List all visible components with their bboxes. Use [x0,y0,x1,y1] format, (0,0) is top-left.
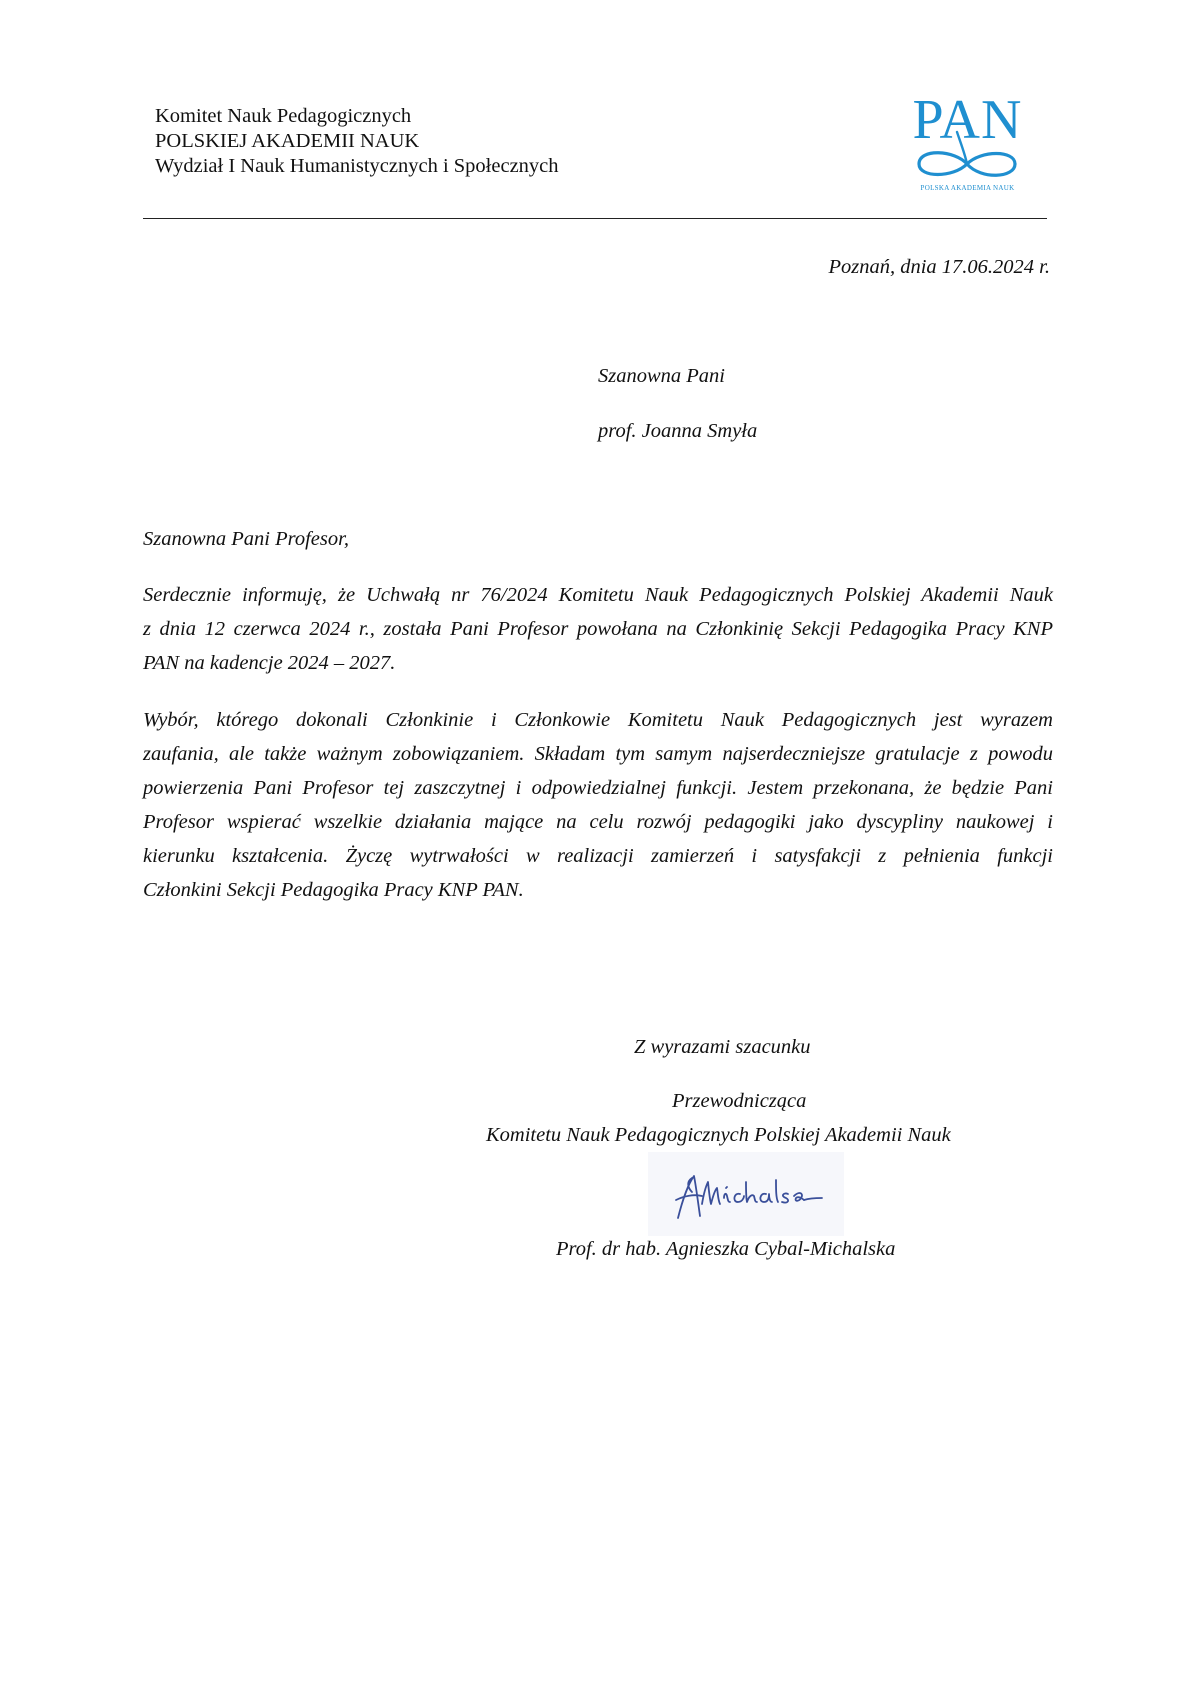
salutation: Szanowna Pani Profesor, [143,528,349,550]
signature-icon [648,1152,844,1236]
signatory-name: Prof. dr hab. Agnieszka Cybal-Michalska [556,1238,896,1260]
pan-logo [905,89,1030,196]
recipient-greeting: Szanowna Pani [598,365,725,387]
paragraph-line: powierzenia Pani Profesor tej zaszczytnej i odpowiedzialnej funkcji. Jestem przekonana, że będzie Pani [143,777,1053,799]
letter-date: Poznań, dnia 17.06.2024 r. [828,256,1050,278]
paragraph-appointment [143,578,1053,680]
paragraph-congratulations [143,703,1053,907]
handwritten-signature [648,1152,844,1236]
paragraph-line: z dnia 12 czerwca 2024 r., została Pani Profesor powołana na Członkinię Sekcji Pedagogika Pracy KNP [143,618,1053,640]
paragraph-line: Serdecznie informuję, że Uchwałą nr 76/2024 Komitetu Nauk Pedagogicznych Polskiej Akademii Nauk [143,584,1053,606]
letterhead-academy: POLSKIEJ AKADEMII NAUK [155,130,420,152]
paragraph-line: zaufania, ale także ważnym zobowiązaniem. Składam tym samym najserdeczniejsze gratulacje z powodu [143,743,1053,765]
signatory-role: Przewodnicząca [672,1090,807,1112]
paragraph-line: Wybór, którego dokonali Członkinie i Członkowie Komitetu Nauk Pedagogicznych jest wyrazem [143,709,1053,731]
header-divider [143,218,1047,219]
pan-logo-subtitle: POLSKA AKADEMIA NAUK [920,184,1015,192]
paragraph-line: kierunku kształcenia. Życzę wytrwałości w realizacji zamierzeń i satysfakcji z pełnienia funkcji [143,845,1053,867]
paragraph-line: PAN na kadencje 2024 – 2027. [143,652,396,674]
recipient-name: prof. Joanna Smyła [598,420,758,442]
closing-phrase: Z wyrazami szacunku [634,1036,811,1058]
letterhead [155,104,559,179]
letterhead-committee: Komitet Nauk Pedagogicznych [155,105,412,127]
infinity-swirl-icon [905,89,1030,196]
pan-logo-text: PAN [912,89,1023,151]
paragraph-line: Członkini Sekcji Pedagogika Pracy KNP PAN. [143,879,524,901]
paragraph-line: Profesor wspierać wszelkie działania mające na celu rozwój pedagogiki jako dyscypliny naukowej i [143,811,1053,833]
signatory-organization: Komitetu Nauk Pedagogicznych Polskiej Akademii Nauk [486,1124,951,1146]
letterhead-division: Wydział I Nauk Humanistycznych i Społecznych [155,155,559,177]
